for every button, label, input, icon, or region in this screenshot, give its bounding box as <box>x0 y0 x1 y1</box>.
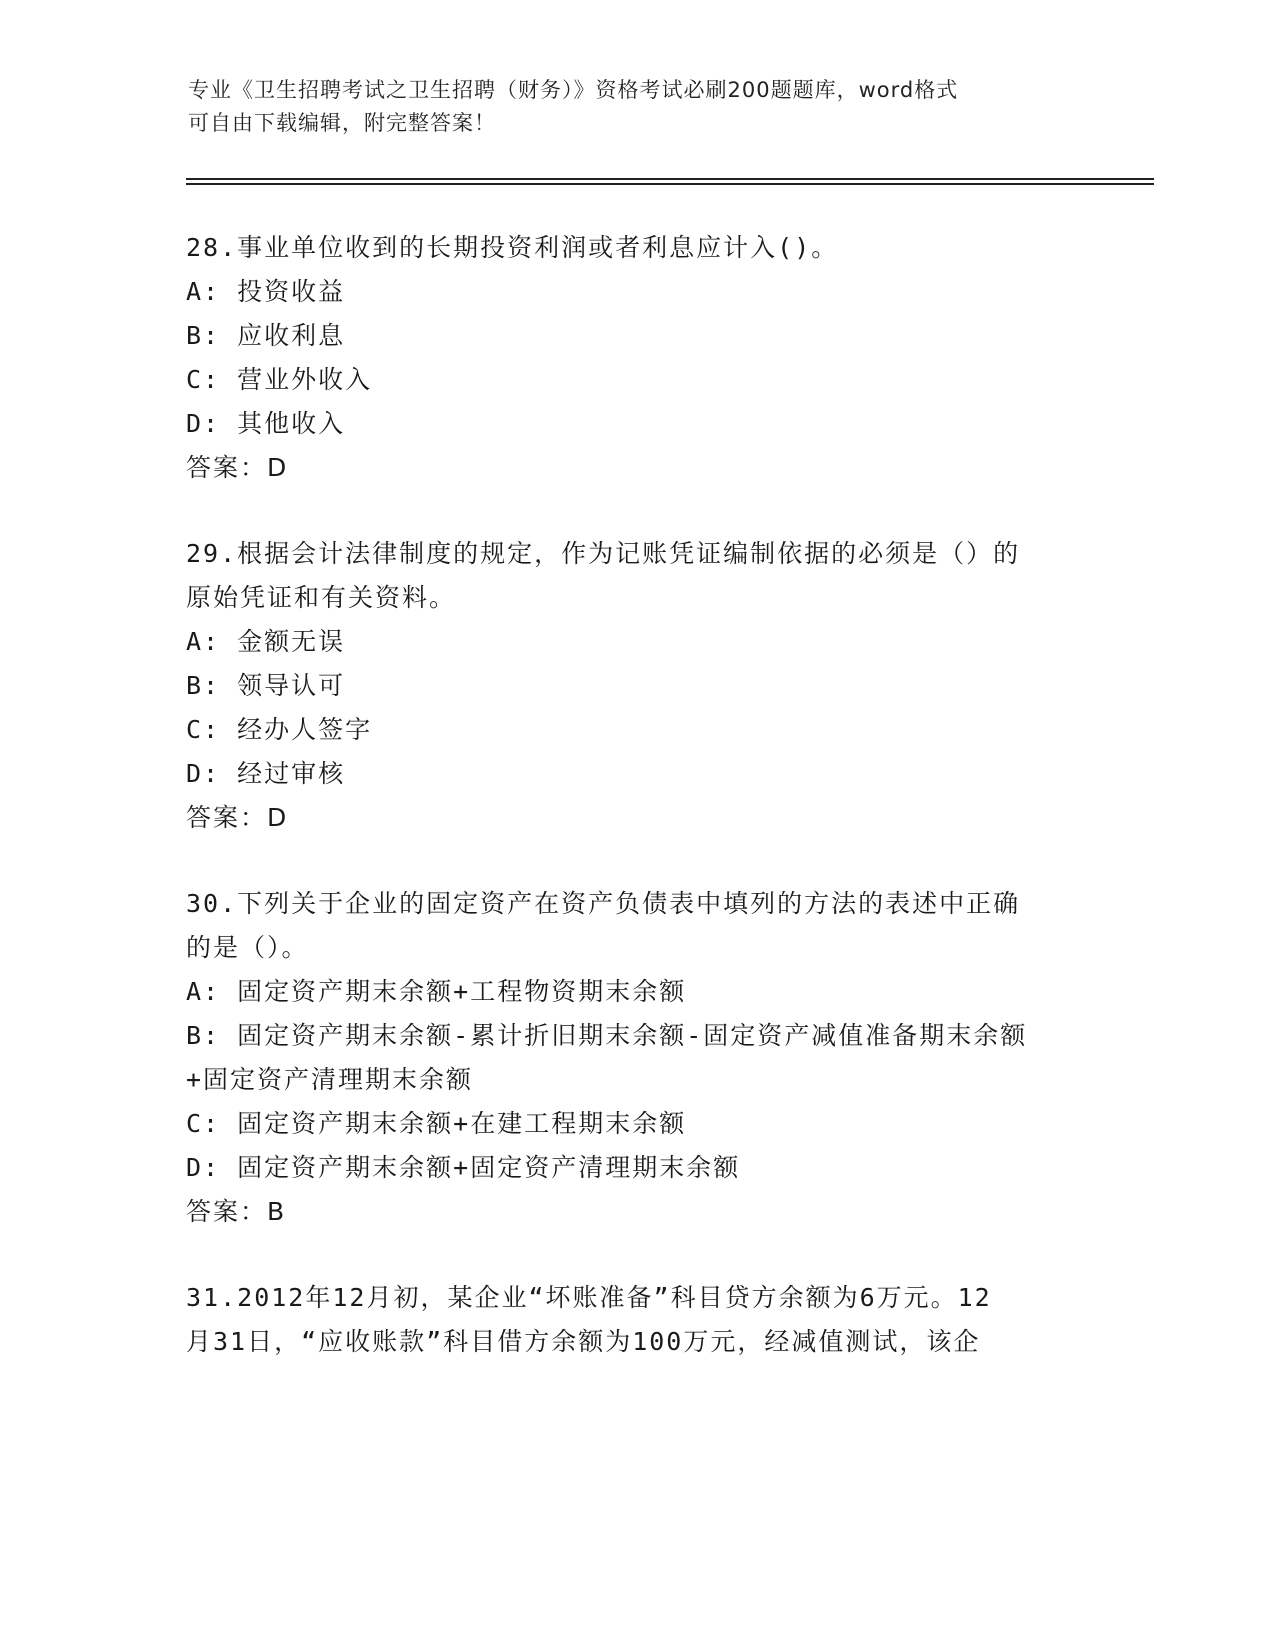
question-29-stem-line-2: 原始凭证和有关资料。 <box>186 583 457 612</box>
question-30-option-a: A: 固定资产期末余额+工程物资期末余额 <box>186 977 687 1006</box>
question-29-option-d: D: 经过审核 <box>186 759 346 788</box>
question-29-option-a: A: 金额无误 <box>186 627 346 656</box>
question-29-option-b: B: 领导认可 <box>186 671 346 700</box>
question-30-option-c: C: 固定资产期末余额+在建工程期末余额 <box>186 1109 687 1138</box>
question-29-option-c: C: 经办人签字 <box>186 715 373 744</box>
question-30-answer: 答案：B <box>186 1197 287 1226</box>
question-30-stem-line-2: 的是（）。 <box>186 933 309 962</box>
question-28-option-a: A: 投资收益 <box>186 277 346 306</box>
header-divider-top <box>186 178 1154 180</box>
question-30-stem-line-1: 30.下列关于企业的固定资产在资产负债表中填列的方法的表述中正确 <box>186 889 1021 918</box>
question-31-stem-line-1: 31.2012年12月初，某企业“坏账准备”科目贷方余额为6万元。12 <box>186 1283 992 1312</box>
question-30-option-b-continued: +固定资产清理期末余额 <box>186 1065 474 1094</box>
header-divider-bottom <box>186 183 1154 185</box>
question-30-option-b: B: 固定资产期末余额-累计折旧期末余额-固定资产减值准备期末余额 <box>186 1021 1028 1050</box>
question-28-option-d: D: 其他收入 <box>186 409 346 438</box>
header-line-1: 专业《卫生招聘考试之卫生招聘（财务）》资格考试必刷200题题库，word格式 <box>188 78 959 102</box>
header-line-2: 可自由下载编辑，附完整答案！ <box>188 111 496 135</box>
question-28-option-c: C: 营业外收入 <box>186 365 373 394</box>
question-29-stem-line-1: 29.根据会计法律制度的规定，作为记账凭证编制依据的必须是（）的 <box>186 539 1021 568</box>
question-30-option-d: D: 固定资产期末余额+固定资产清理期末余额 <box>186 1153 741 1182</box>
question-29-answer: 答案：D <box>186 803 289 832</box>
question-28-option-b: B: 应收利息 <box>186 321 346 350</box>
question-28-answer: 答案：D <box>186 453 289 482</box>
question-28-stem: 28.事业单位收到的长期投资利润或者利息应计入()。 <box>186 233 839 262</box>
question-31-stem-line-2: 月31日，“应收账款”科目借方余额为100万元，经减值测试，该企 <box>186 1327 981 1356</box>
document-header <box>188 74 1088 140</box>
